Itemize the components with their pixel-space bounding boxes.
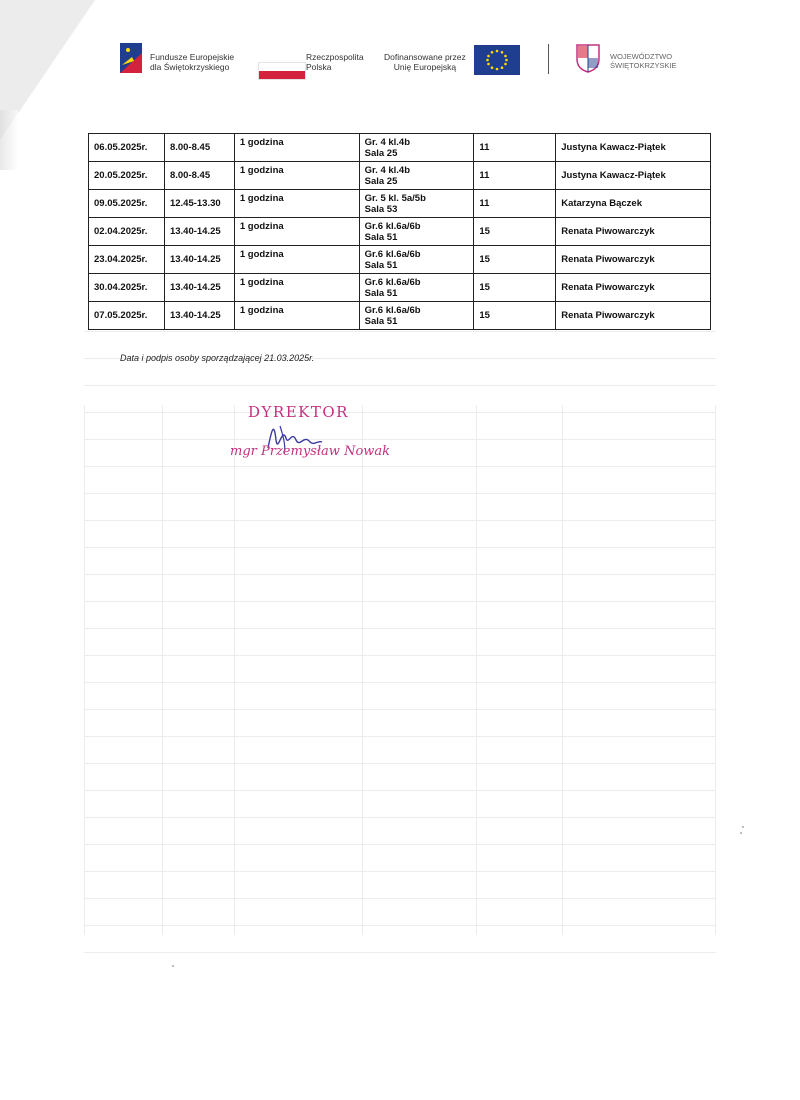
- room-label: Sala 51: [364, 315, 398, 327]
- room-label: Sala 25: [364, 175, 398, 187]
- duration-cell: 1 godzina: [234, 302, 359, 330]
- group-room-cell: [359, 134, 474, 162]
- date-cell: 30.04.2025r.: [89, 274, 165, 302]
- participant-count-cell: 11: [474, 190, 556, 218]
- date-cell: 07.05.2025r.: [89, 302, 165, 330]
- schedule-table: [88, 133, 711, 330]
- participant-count-cell: 15: [474, 274, 556, 302]
- group-label: Gr.6 kl.6a/6b: [364, 248, 421, 260]
- table-row: [89, 134, 711, 162]
- duration-cell: 1 godzina: [234, 190, 359, 218]
- room-label: Sala 51: [364, 287, 398, 299]
- teacher-cell: Renata Piwowarczyk: [556, 274, 711, 302]
- group-label: Gr.6 kl.6a/6b: [364, 276, 421, 288]
- teacher-cell: Katarzyna Bączek: [556, 190, 711, 218]
- teacher-cell: Renata Piwowarczyk: [556, 302, 711, 330]
- poland-logo-text: [306, 52, 364, 72]
- group-room-cell: [359, 274, 474, 302]
- group-room-cell: [359, 190, 474, 218]
- duration-cell: 1 godzina: [234, 218, 359, 246]
- teacher-cell: Renata Piwowarczyk: [556, 218, 711, 246]
- teacher-cell: Justyna Kawacz-Piątek: [556, 134, 711, 162]
- scan-speck: [740, 832, 742, 834]
- voivodeship-line1: WOJEWÓDZTWO: [610, 52, 673, 61]
- time-cell: 13.40-14.25: [164, 274, 234, 302]
- eu-cofunding-text: [384, 52, 466, 72]
- room-label: Sala 25: [364, 147, 398, 159]
- scan-speck: [742, 826, 744, 828]
- scan-speck: [172, 965, 174, 967]
- time-cell: 13.40-14.25: [164, 218, 234, 246]
- eu-funds-line1: Fundusze Europejskie: [150, 52, 235, 62]
- teacher-cell: Renata Piwowarczyk: [556, 246, 711, 274]
- date-cell: 23.04.2025r.: [89, 246, 165, 274]
- logo-divider: [548, 44, 549, 74]
- participant-count-cell: 15: [474, 218, 556, 246]
- poland-line1: Rzeczpospolita: [306, 52, 364, 62]
- table-row: [89, 246, 711, 274]
- page-edge-shadow: [0, 110, 18, 170]
- date-cell: 20.05.2025r.: [89, 162, 165, 190]
- group-label: Gr. 4 kl.4b: [364, 164, 411, 176]
- director-stamp-title: DYREKTOR: [248, 403, 349, 421]
- table-row: [89, 218, 711, 246]
- table-row: [89, 274, 711, 302]
- duration-cell: 1 godzina: [234, 246, 359, 274]
- duration-cell: 1 godzina: [234, 134, 359, 162]
- table-row: [89, 302, 711, 330]
- time-cell: 12.45-13.30: [164, 190, 234, 218]
- eu-funds-line2: dla Świętokrzyskiego: [150, 62, 230, 72]
- director-stamp-name: mgr Przemysław Nowak: [230, 444, 391, 459]
- time-cell: 13.40-14.25: [164, 302, 234, 330]
- voivodeship-logo-text: [610, 52, 677, 70]
- date-cell: 09.05.2025r.: [89, 190, 165, 218]
- group-label: Gr. 4 kl.4b: [364, 136, 411, 148]
- group-label: Gr. 5 kl. 5a/5b: [364, 192, 426, 204]
- table-row: [89, 162, 711, 190]
- room-label: Sala 51: [364, 231, 398, 243]
- participant-count-cell: 15: [474, 302, 556, 330]
- time-cell: 8.00-8.45: [164, 162, 234, 190]
- date-cell: 02.04.2025r.: [89, 218, 165, 246]
- eu-cofunding-line1: Dofinansowane przez: [384, 52, 466, 62]
- group-room-cell: [359, 302, 474, 330]
- room-label: Sala 53: [364, 203, 398, 215]
- time-cell: 8.00-8.45: [164, 134, 234, 162]
- participant-count-cell: 11: [474, 134, 556, 162]
- bleed-through-table: [84, 305, 716, 935]
- group-room-cell: [359, 218, 474, 246]
- group-room-cell: [359, 162, 474, 190]
- eu-flag-icon: [474, 45, 520, 75]
- teacher-cell: Justyna Kawacz-Piątek: [556, 162, 711, 190]
- room-label: Sala 51: [364, 259, 398, 271]
- voivodeship-line2: ŚWIĘTOKRZYSKIE: [610, 61, 677, 70]
- funding-logo-bar: [120, 40, 680, 90]
- preparer-signature-line: Data i podpis osoby sporządzającej 21.03.2025r.: [120, 353, 315, 363]
- duration-cell: 1 godzina: [234, 162, 359, 190]
- participant-count-cell: 11: [474, 162, 556, 190]
- table-row: [89, 190, 711, 218]
- participant-count-cell: 15: [474, 246, 556, 274]
- poland-flag-icon: [258, 62, 306, 80]
- date-cell: 06.05.2025r.: [89, 134, 165, 162]
- poland-line2: Polska: [306, 62, 332, 72]
- group-label: Gr.6 kl.6a/6b: [364, 304, 421, 316]
- time-cell: 13.40-14.25: [164, 246, 234, 274]
- group-label: Gr.6 kl.6a/6b: [364, 220, 421, 232]
- group-room-cell: [359, 246, 474, 274]
- duration-cell: 1 godzina: [234, 274, 359, 302]
- eu-cofunding-line2: Unię Europejską: [393, 62, 457, 72]
- eu-funds-logo-icon: [120, 43, 146, 73]
- eu-funds-logo-text: [150, 52, 234, 72]
- voivodeship-crest-icon: [575, 43, 601, 73]
